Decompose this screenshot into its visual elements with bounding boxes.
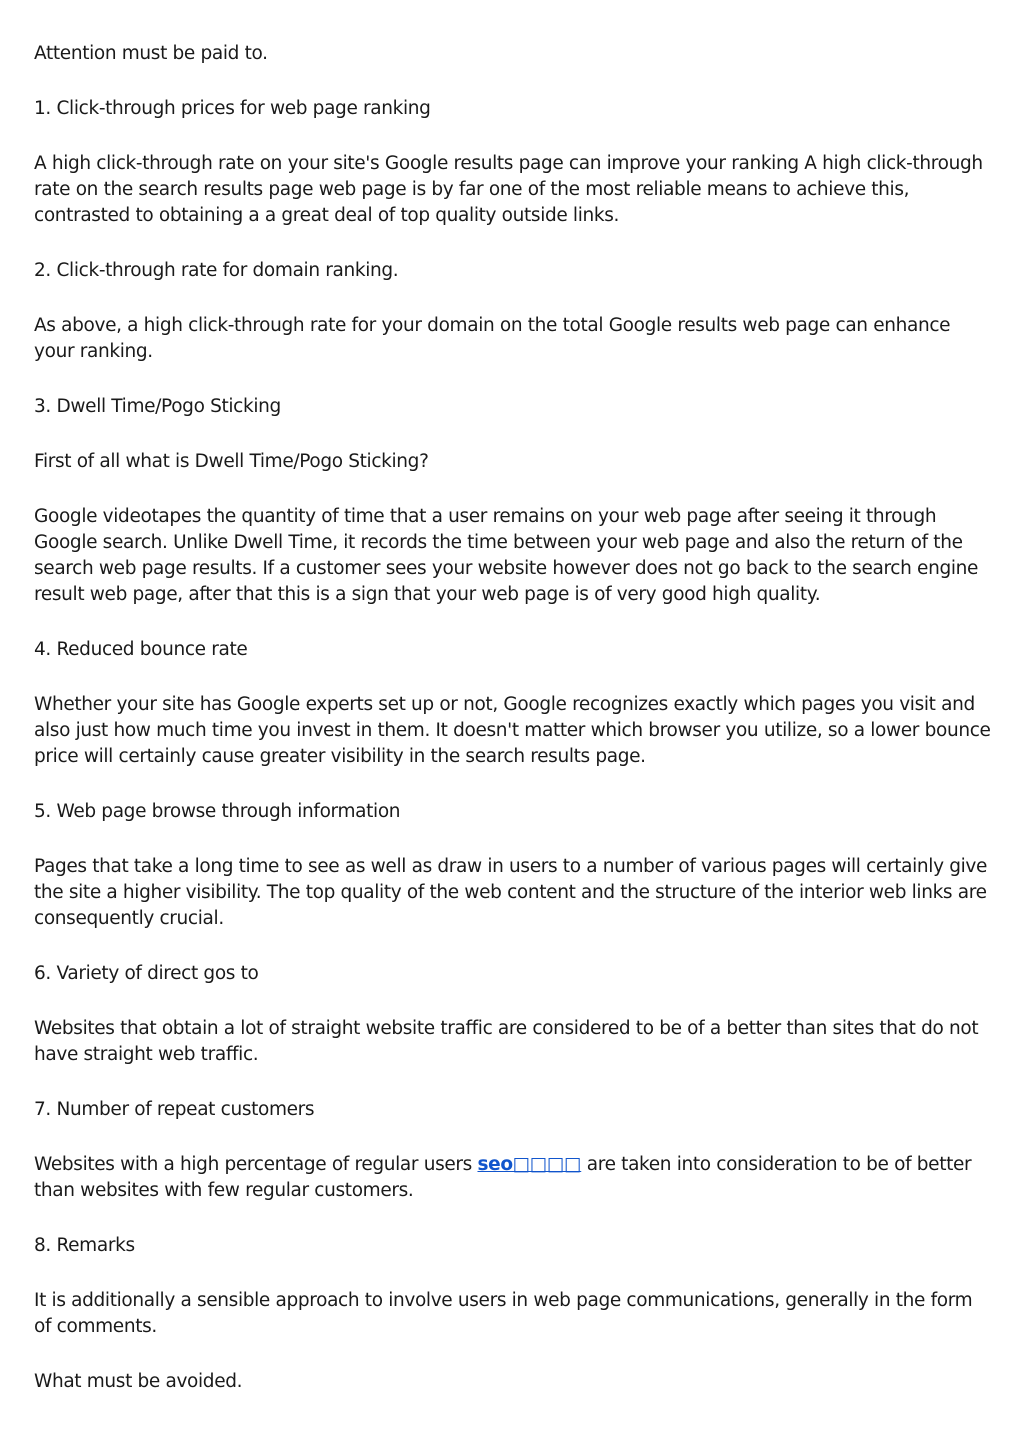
paragraph-direct-visits: Websites that obtain a lot of straight website traffic are considered to be of a better than sites that do not have straight web traffic. (34, 1018, 979, 1065)
heading-click-through-domain: 2. Click-through rate for domain ranking. (34, 260, 399, 281)
paragraph-repeat-customers (34, 1152, 994, 1204)
document-body (34, 41, 994, 1424)
closing-paragraph: What must be avoided. (34, 1371, 243, 1392)
heading-remarks: 8. Remarks (34, 1235, 135, 1256)
question-dwell-time: First of all what is Dwell Time/Pogo Sticking? (34, 451, 429, 472)
heading-bounce-rate: 4. Reduced bounce rate (34, 639, 248, 660)
seo-link[interactable]: seo□□□□ (477, 1154, 582, 1175)
paragraph-click-through-page: A high click-through rate on your site's Google results page can improve your ranking A high click-through rate on the search results page web page is by far one of the most reliable means to achieve this, contrasted to obtaining a a great deal of top quality outside links. (34, 153, 983, 226)
heading-click-through-page: 1. Click-through prices for web page ranking (34, 98, 431, 119)
paragraph-dwell-time: Google videotapes the quantity of time that a user remains on your web page after seeing it through Google search. Unlike Dwell Time, it records the time between your web page and also the return of the search web page results. If a customer sees your website however does not go back to the search engine result web page, after that this is a sign that your web page is of very good high quality. (34, 506, 979, 605)
paragraph-remarks: It is additionally a sensible approach to involve users in web page communications, generally in the form of comments. (34, 1290, 973, 1337)
paragraph-page-visits: Pages that take a long time to see as well as draw in users to a number of various pages will certainly give the site a higher visibility. The top quality of the web content and the structure of the interior web links are consequently crucial. (34, 856, 988, 929)
heading-direct-visits: 6. Variety of direct gos to (34, 963, 259, 984)
paragraph-click-through-domain: As above, a high click-through rate for your domain on the total Google results web page can enhance your ranking. (34, 315, 951, 362)
intro-paragraph: Attention must be paid to. (34, 43, 268, 64)
heading-dwell-time: 3. Dwell Time/Pogo Sticking (34, 396, 281, 417)
paragraph-bounce-rate: Whether your site has Google experts set up or not, Google recognizes exactly which pages you visit and also just how much time you invest in them. It doesn't matter which browser you utilize, so a lower bounce price will certainly cause greater visibility in the search results page. (34, 694, 991, 767)
heading-repeat-customers: 7. Number of repeat customers (34, 1099, 315, 1120)
heading-page-visits: 5. Web page browse through information (34, 801, 401, 822)
text-before-link: Websites with a high percentage of regular users (34, 1154, 478, 1175)
text-after-link: are taken into consideration to be of better than websites with few regular customers. (34, 1154, 972, 1201)
